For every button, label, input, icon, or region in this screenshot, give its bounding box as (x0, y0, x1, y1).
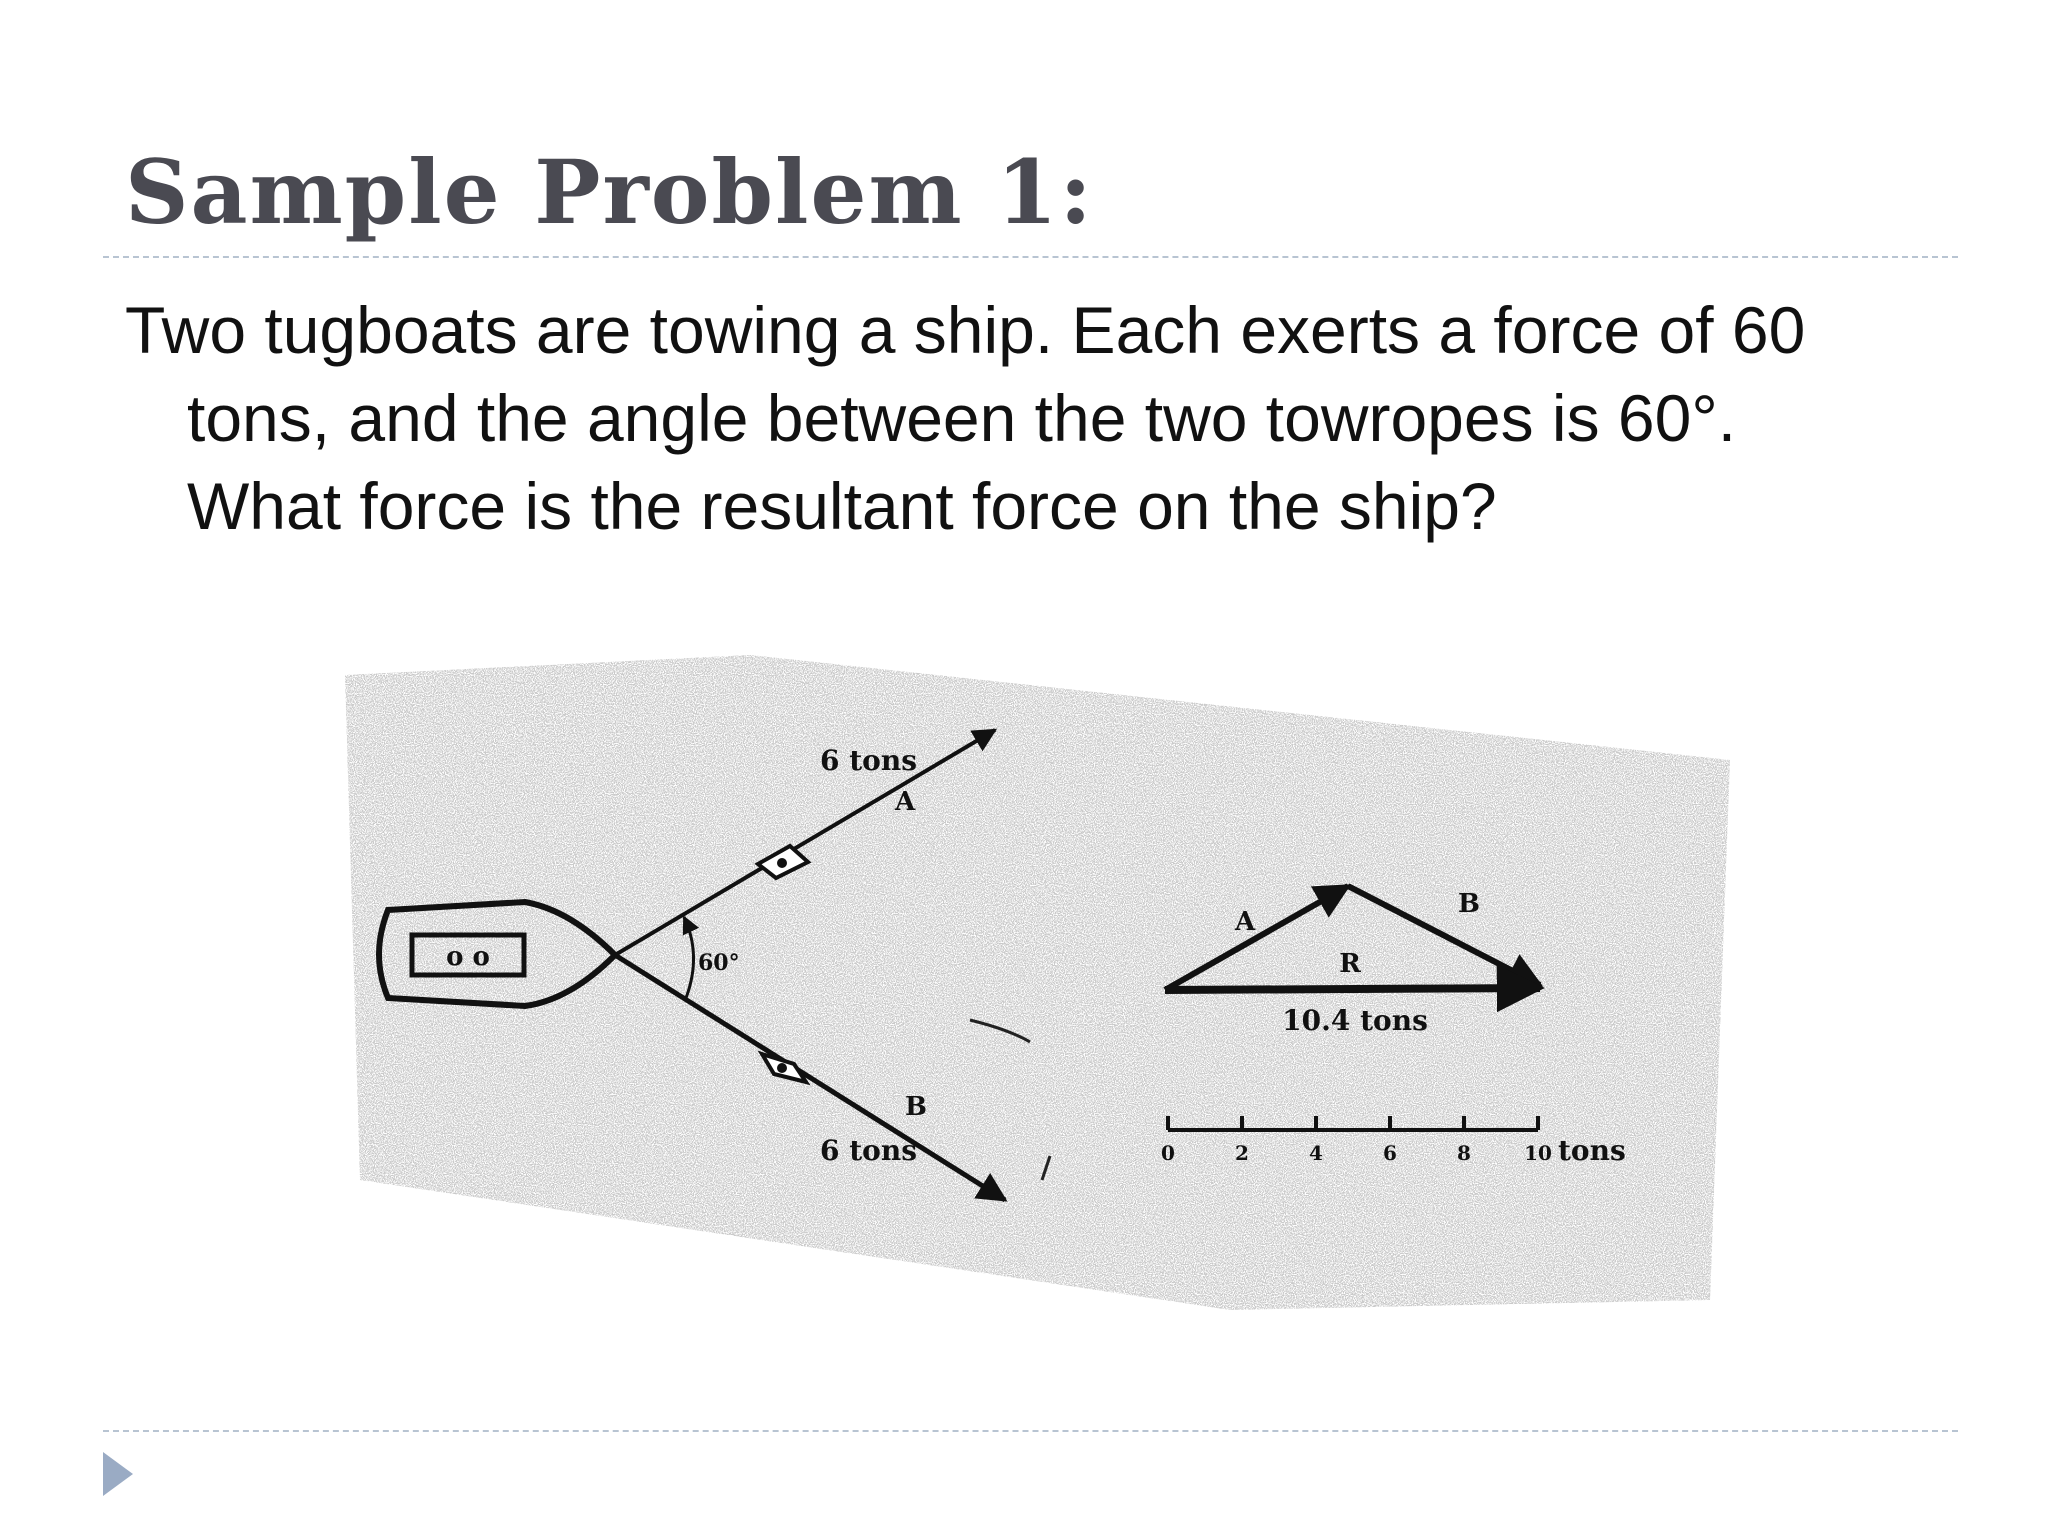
resultant-value: 10.4 tons (1282, 1004, 1428, 1037)
problem-line-1: Two tugboats are towing a ship. Each exerts a force of 60 (125, 293, 1806, 367)
rope-b-label: B (905, 1092, 927, 1122)
scale-tick-label: 6 (1383, 1141, 1397, 1165)
problem-line-3: What force is the resultant force on the ship? (187, 469, 1497, 543)
rope-a-force: 6 tons (820, 744, 917, 777)
scale-tick-label: 4 (1309, 1141, 1323, 1165)
scale-tick-label: 2 (1235, 1141, 1249, 1165)
rope-b-force: 6 tons (820, 1134, 917, 1167)
problem-line-2: tons, and the angle between the two towropes is 60°. (187, 381, 1737, 455)
problem-text (125, 286, 1945, 550)
scale-tick-label: 8 (1457, 1141, 1471, 1165)
triangle-label-b: B (1458, 889, 1480, 919)
vector-resultant (1165, 988, 1540, 990)
scale-tick-label: 10 (1524, 1141, 1552, 1165)
resultant-label: R (1339, 949, 1361, 979)
title-divider (103, 256, 1958, 258)
slide-title: Sample Problem 1: (125, 140, 1094, 244)
paper-texture (345, 655, 1730, 1310)
rope-a-label: A (895, 787, 916, 817)
next-slide-arrow-icon[interactable] (103, 1452, 133, 1496)
ship-windows: o o (446, 942, 490, 972)
angle-label: 60° (698, 950, 740, 976)
scale-unit: tons (1558, 1134, 1626, 1167)
tugboat-diagram-svg (330, 560, 1730, 1320)
footer-divider (103, 1430, 1958, 1432)
triangle-label-a: A (1235, 907, 1256, 937)
scale-tick-label: 0 (1161, 1141, 1175, 1165)
tugboat-diagram (330, 560, 1730, 1320)
